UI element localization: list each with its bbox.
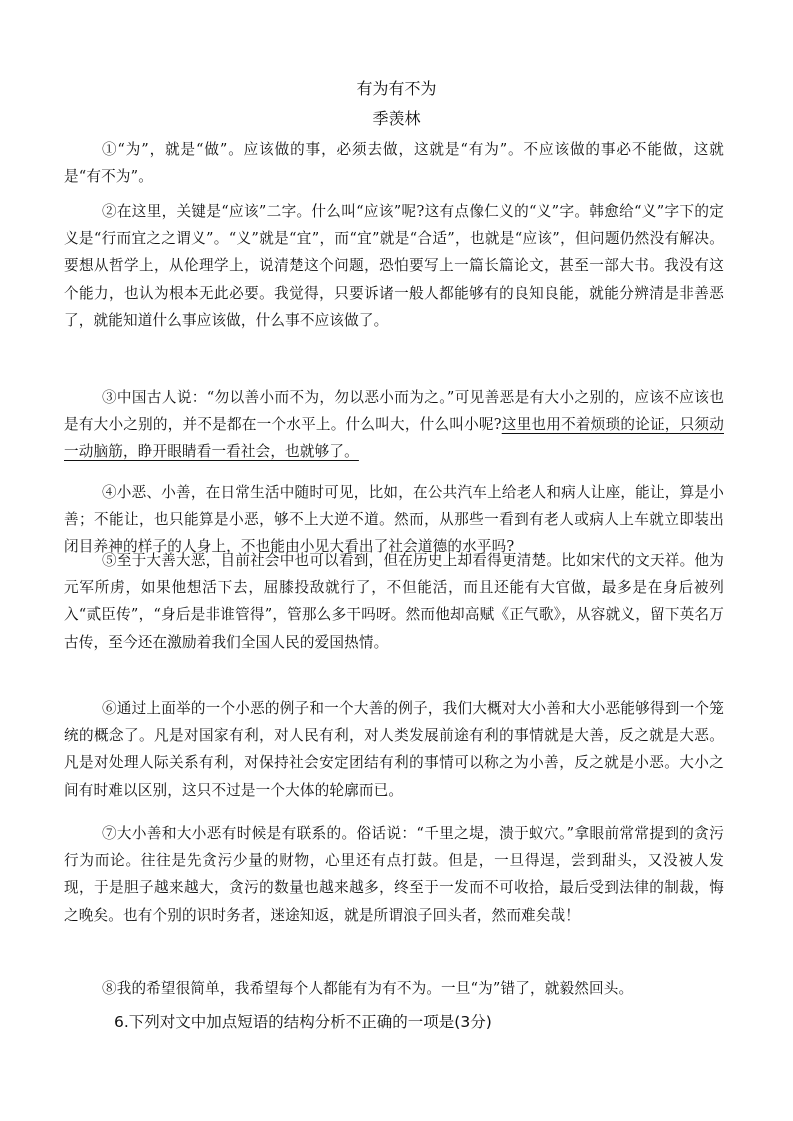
paragraph-2: ②在这里，关键是“应该”二字。什么叫“应该”呢?这有点像仁义的“义”字。韩愈给“义”字下的定义是“行而宜之之谓义”。“义”就是“宜”，而“宜”就是“合适”，也就是“应该”，但问题仍然没有解决。要想从哲学上，从伦理学上，说清楚这个问题，恐怕要写上一篇长篇论文，甚至一部大书。我没有这个能力，也认为根本无此必要。我觉得，只要诉诸一般人都能够有的良知良能，就能分辨清是非善恶了，就能知道什么事应该做，什么事不应该做了。 (64, 203, 724, 329)
paragraph-8: ⑧我的希望很简单，我希望每个人都能有为有不为。一旦“为”错了，就毅然回头。 (101, 980, 634, 997)
article-author: 季羡林 (372, 109, 421, 128)
article-title: 有为有不为 (356, 79, 437, 98)
paragraph-3-text: ③中国古人说：“勿以善小而不为，勿以恶小而为之。”可见善恶是有大小之别的，应该不应该也是有大小之别的，并不是都在一个水平上。什么叫大，什么叫小呢? (64, 389, 724, 434)
paragraph-1: ①“为”，就是“做”。应该做的事，必须去做，这就是“有为”。不应该做的事必不能做，这就是“有不为”。 (64, 141, 724, 186)
question-6: 6.下列对文中加点短语的结构分析不正确的一项是(3分) (114, 1013, 492, 1031)
paragraph-7: ⑦大小善和大小恶有时候是有联系的。俗话说：“千里之堤，溃于蚁穴。”拿眼前常常提到的贪污行为而论。往往是先贪污少量的财物，心里还有点打鼓。但是，一旦得逞，尝到甜头，又没被人发现，于是胆子越来越大，贪污的数量也越来越多，终至于一发而不可收拾，最后受到法律的制裁，悔之晚矣。也有个别的识时务者，迷途知返，就是所谓浪子回头者，然而难矣哉！ (64, 825, 724, 924)
paragraph-5: ⑤至于大善大恶，目前社会中也可以看到，但在历史上却看得更清楚。比如宋代的文天祥。他为元军所虏，如果他想活下去，屈膝投敌就行了，不但能活，而且还能有大官做，最多是在身后被列入“贰臣传”，“身后是非谁管得”，管那么多干吗呀。然而他却高赋《正气歌》，从容就义，留下英名万古传，至今还在激励着我们全国人民的爱国热情。 (64, 552, 724, 651)
paragraph-3 (64, 384, 724, 466)
paragraph-4: ④小恶、小善，在日常生活中随时可见，比如，在公共汽车上给老人和病人让座，能让，算是小善；不能让，也只能算是小恶，够不上大逆不道。然而，从那些一看到有老人或病人上车就立即装出闭目养神的样子的人身上，不也能由小见大看出了社会道德的水平吗? (64, 484, 724, 556)
paragraph-6: ⑥通过上面举的一个小恶的例子和一个大善的例子，我们大概对大小善和大小恶能够得到一个笼统的概念了。凡是对国家有利，对人民有利，对人类发展前途有利的事情就是大善，反之就是大恶。凡是对处理人际关系有利，对保持社会安定团结有利的事情可以称之为小善，反之就是小恶。大小之间有时难以区别，这只不过是一个大体的轮廓而已。 (64, 700, 724, 799)
underlined-sentence: 这里也用不着烦琐的论证，只须动一动脑筋，睁开眼睛看一看社会，也就够了。 (64, 416, 724, 461)
